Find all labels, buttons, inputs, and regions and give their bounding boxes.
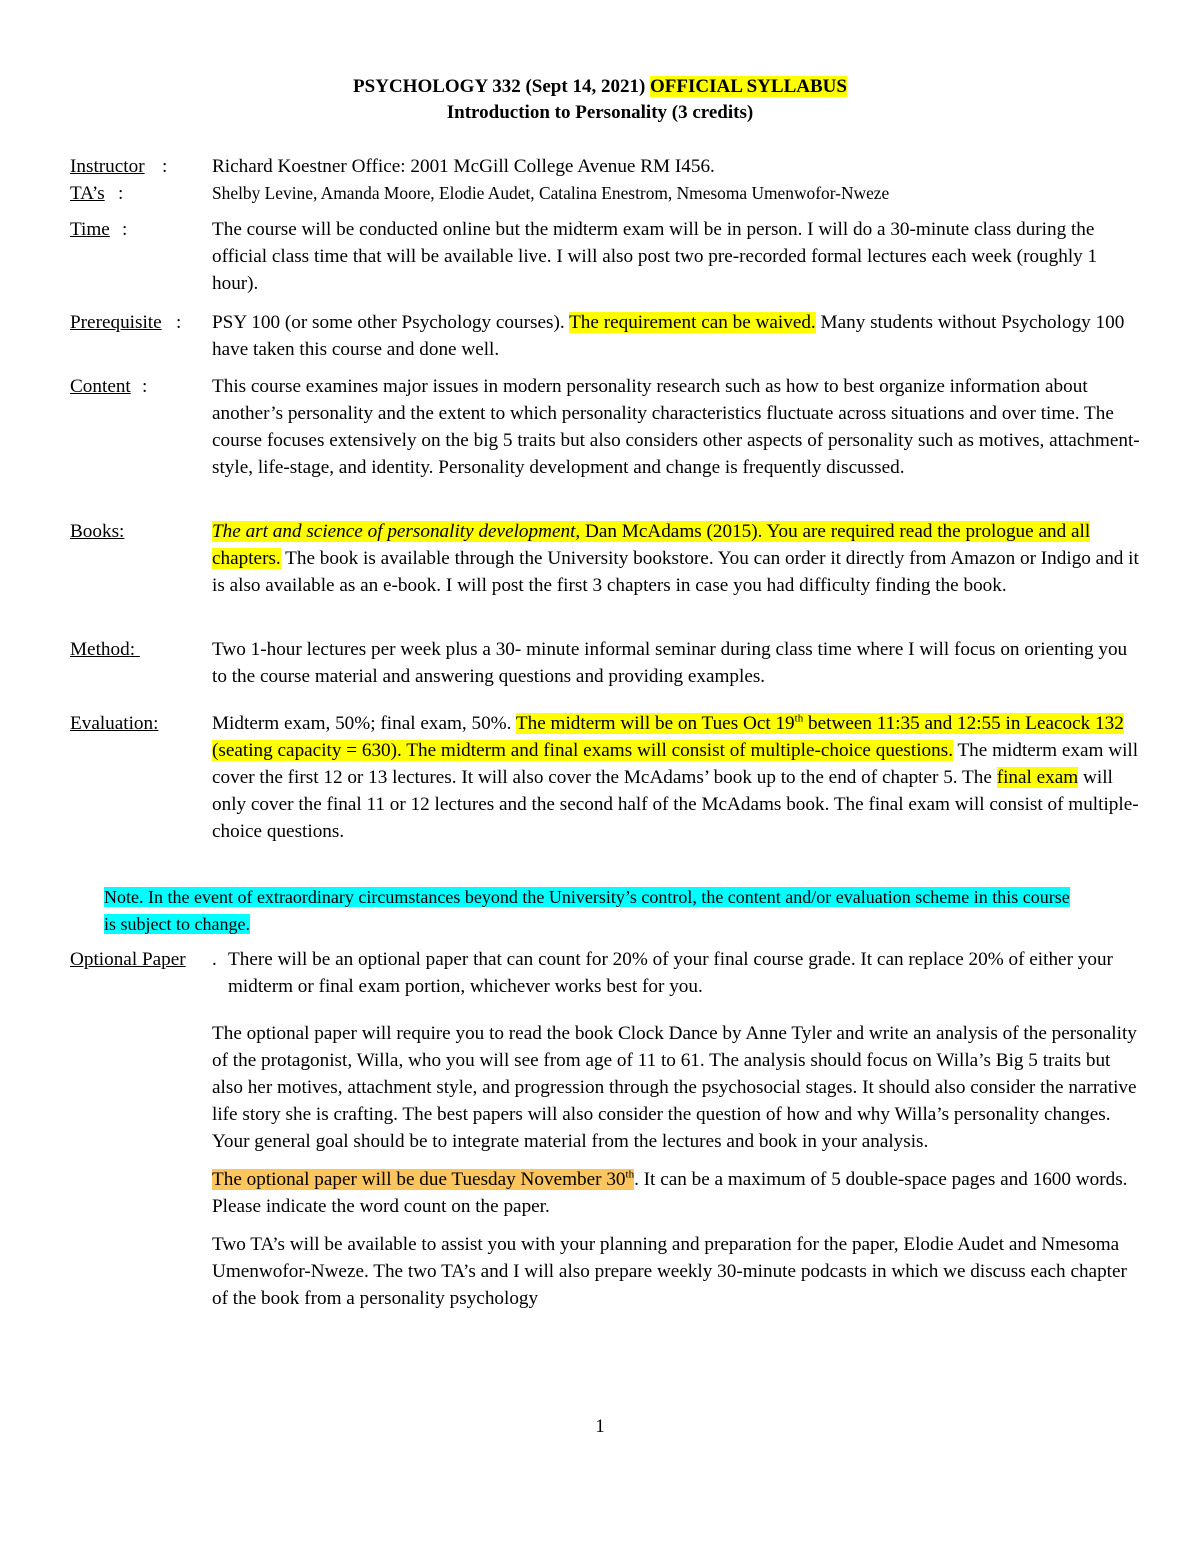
optional-paper-p4: Two TA’s will be available to assist you with your planning and preparation for the paper, Elodie Audet and Nmesoma Umenwofor-Nweze. The two TA’s and I will also prepare weekly 30-minute podcasts in which we discuss each chapter of the book from a personality psychology xyxy=(212,1234,1127,1309)
books-section xyxy=(70,518,1140,599)
instructor-label: Instructor xyxy=(70,156,145,177)
midterm-date-highlight: The midterm will be on Tues Oct 19th between 11:35 and 12:55 in Leacock 132 (seating capacity = 630). The midterm and final exams will consist of multiple-choice questions. xyxy=(212,712,1124,761)
tas-label: TA’s xyxy=(70,183,105,204)
time-value: The course will be conducted online but the midterm exam will be in person. I will do a 30-minute class during the official class time that will be available live. I will also post two pre-recorded formal lectures each week (roughly 1 hour). xyxy=(212,219,1098,294)
optional-paper-p1-first: There will be an optional paper that can count for 20% of your final course grade. It can replace 20% of either your midterm or final exam portion, whichever works best for you. xyxy=(228,949,1113,997)
page-number: 1 xyxy=(595,1416,605,1437)
evaluation-section xyxy=(70,710,1140,845)
page-subtitle: Introduction to Personality (3 credits) xyxy=(446,102,754,123)
book-title: The art and science of personality development, xyxy=(212,521,581,542)
optional-paper-p3: The optional paper will be due Tuesday November 30th. It can be a maximum of 5 double-space pages and 1600 words. Please indicate the word count on the paper. xyxy=(212,1168,1128,1217)
prerequisite-colon: : xyxy=(176,312,182,333)
tas-section xyxy=(70,180,1140,207)
change-notice: Note. In the event of extraordinary circumstances beyond the University’s control, the content and/or evaluation scheme in this course is subject to change. xyxy=(104,887,1070,934)
time-label: Time xyxy=(70,219,110,240)
prerequisite-label: Prerequisite xyxy=(70,312,162,333)
prerequisite-section xyxy=(70,309,1140,363)
official-syllabus-label: OFFICIAL SYLLABUS xyxy=(650,76,847,97)
method-section xyxy=(70,636,1140,690)
course-title: PSYCHOLOGY 332 (Sept 14, 2021) xyxy=(353,76,651,97)
optional-paper-section xyxy=(70,946,1140,1000)
book-requirement: You are required read the prologue and all chapters. xyxy=(212,521,1091,569)
optional-paper-details xyxy=(70,1020,1140,1323)
content-label: Content xyxy=(70,376,131,397)
final-exam-highlight: final exam xyxy=(996,767,1079,788)
prerequisite-value: PSY 100 (or some other Psychology courses). The requirement can be waived. Many students without Psychology 100 have taken this course and done well. xyxy=(212,312,1125,360)
books-value: The art and science of personality development, Dan McAdams (2015). You are required read the prologue and all chapters. The book is available through the University bookstore. You can order it directly from Amazon or Indigo and it is also available as an e-book. I will post the first 3 chapters in case you had difficulty finding the book. xyxy=(212,521,1139,596)
time-section xyxy=(70,216,1140,297)
instructor-section xyxy=(70,153,1140,180)
time-colon: : xyxy=(122,219,128,240)
tas-value: Shelby Levine, Amanda Moore, Elodie Audet, Catalina Enestrom, Nmesoma Umenwofor-Nweze xyxy=(212,183,890,203)
book-author: Dan McAdams (2015). xyxy=(580,521,763,542)
tas-colon: : xyxy=(118,183,124,204)
evaluation-value: Midterm exam, 50%; final exam, 50%. The midterm will be on Tues Oct 19th between 11:35 and 12:55 in Leacock 132 (seating capacity = 630). The midterm and final exams will consist of multiple-choice questions. The midterm exam will cover the first 12 or 13 lectures. It will also cover the McAdams’ book up to the end of chapter 5. The final exam will only cover the final 11 or 12 lectures and the second half of the McAdams book. The final exam will consist of multiple-choice questions. xyxy=(212,712,1139,842)
method-label: Method: xyxy=(70,639,136,660)
content-value: This course examines major issues in modern personality research such as how to best organize information about another’s personality and the extent to which personality characteristics fluctuate across situations and over time. The course focuses extensively on the big 5 traits but also considers other aspects of personality such as motives, attachment-style, life-stage, and identity. Personality development and change is frequently discussed. xyxy=(212,376,1140,478)
optional-paper-body xyxy=(70,946,1140,1000)
due-date-highlight: The optional paper will be due Tuesday November 30th xyxy=(212,1168,635,1190)
optional-paper-label: Optional Paper xyxy=(70,949,186,970)
instructor-colon: : xyxy=(162,156,168,177)
evaluation-label: Evaluation: xyxy=(70,713,159,734)
waiver-highlight: The requirement can be waived. xyxy=(569,312,816,333)
optional-paper-p2: The optional paper will require you to read the book Clock Dance by Anne Tyler and write an analysis of the personality of the protagonist, Willa, who you will see from age of 11 to 61. The analysis should focus on Willa’s Big 5 traits but also her motives, attachment style, and progression through the psychosocial stages. It should also consider the narrative life story she is crafting. The best papers will also consider the question of how and why Willa’s personality changes. Your general goal should be to integrate material from the lectures and book in your analysis. xyxy=(212,1023,1137,1152)
instructor-value: Richard Koestner Office: 2001 McGill College Avenue RM I456. xyxy=(212,156,715,177)
page-title xyxy=(0,74,1200,100)
optional-paper-period: . xyxy=(212,949,217,970)
method-value: Two 1-hour lectures per week plus a 30- minute informal seminar during class time where I will focus on orienting you to the course material and answering questions and providing examples. xyxy=(212,639,1128,687)
books-label: Books: xyxy=(70,521,125,542)
content-colon: : xyxy=(142,376,148,397)
content-section xyxy=(70,373,1140,481)
